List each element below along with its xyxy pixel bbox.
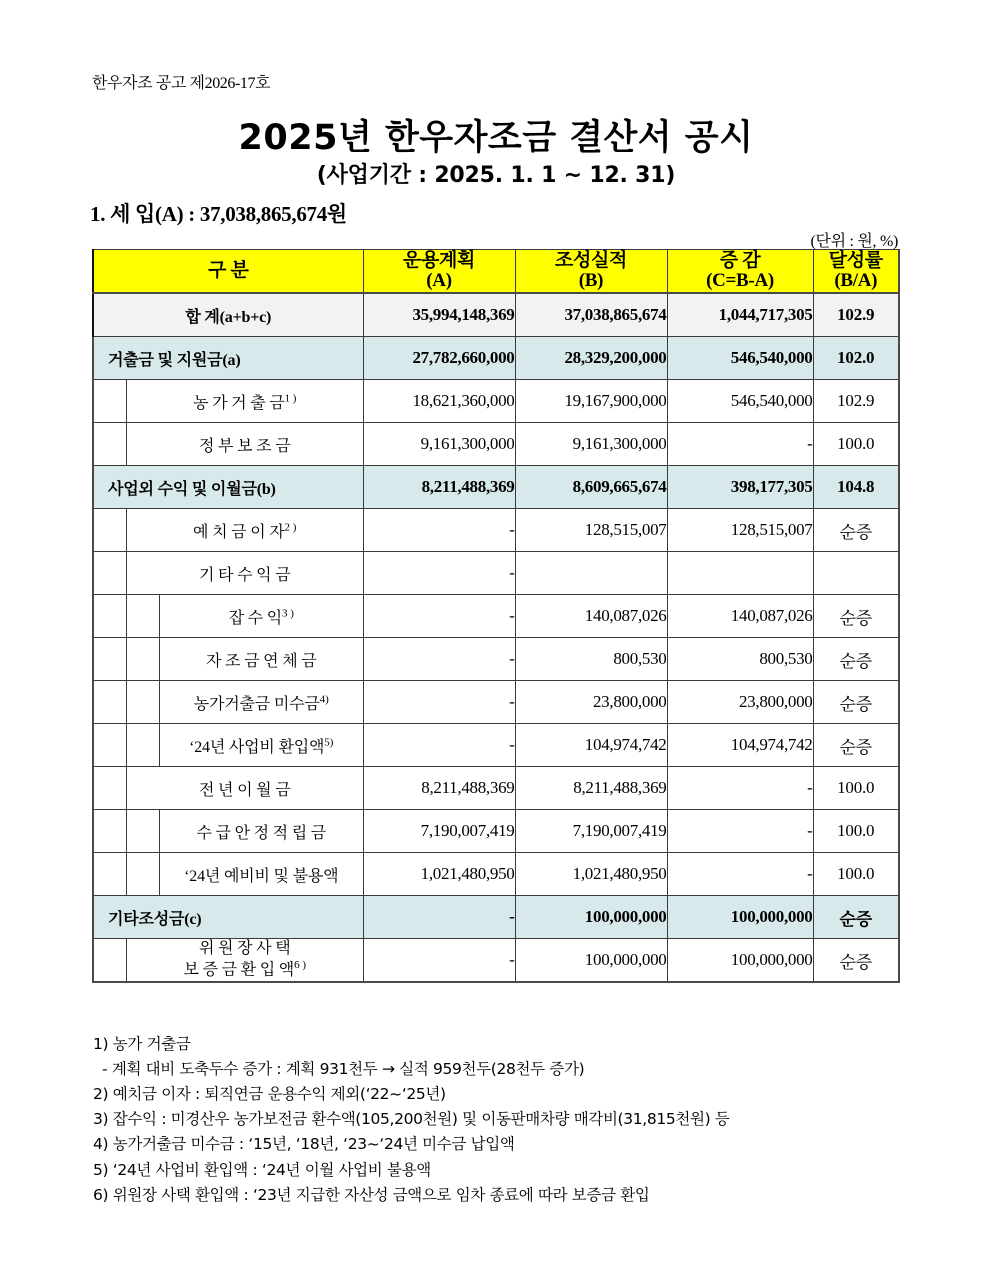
row-label-text: 농 가 거 출 금$^{1 )}$	[193, 392, 297, 412]
table-row	[93, 939, 899, 983]
cell-rate: 104.8	[813, 466, 899, 509]
indent-spacer	[94, 595, 127, 637]
row-label-cell	[93, 724, 363, 767]
cell-rate: 순증	[813, 939, 899, 983]
row-label	[127, 939, 363, 981]
footnote-item: - 계획 대비 도축두수 증가 : 계획 931천두 → 실적 959천두(28천두 증가)	[102, 1060, 585, 1079]
column-header-actual	[515, 250, 667, 294]
cell-rate: 100.0	[813, 810, 899, 853]
row-label-line1: 위 원 장 사 택	[199, 940, 291, 958]
indent-spacer	[94, 767, 127, 809]
cell-rate: 102.9	[813, 293, 899, 337]
cell-plan: -	[363, 896, 515, 939]
table-row	[93, 552, 899, 595]
column-header-change	[667, 250, 813, 294]
row-label	[160, 681, 363, 723]
row-label	[94, 294, 363, 336]
cell-change: -	[667, 423, 813, 466]
row-label-text: 수 급 안 정 적 립 금	[196, 824, 327, 842]
table-row	[93, 293, 899, 337]
row-label	[127, 423, 363, 465]
cell-rate: 순증	[813, 509, 899, 552]
footnote-item: 6) 위원장 사택 환입액 : ‘23년 지급한 자산성 금액으로 임차 종료에 따라 보증금 환입	[93, 1185, 650, 1204]
row-label-cell	[93, 810, 363, 853]
cell-plan: 1,021,480,950	[363, 853, 515, 896]
cell-actual	[515, 552, 667, 595]
row-label	[94, 896, 363, 938]
footnote-marker: 4)	[319, 693, 329, 706]
footnote-item: 4) 농가거출금 미수금 : ‘15년, ‘18년, ‘23~‘24년 미수금 납입액	[93, 1135, 515, 1154]
row-label-cell	[93, 638, 363, 681]
page-title: 2025년 한우자조금 결산서 공시	[238, 118, 754, 158]
table-row	[93, 767, 899, 810]
table-row	[93, 853, 899, 896]
cell-actual: 1,021,480,950	[515, 853, 667, 896]
cell-change: 23,800,000	[667, 681, 813, 724]
cell-rate: 순증	[813, 724, 899, 767]
table-row	[93, 466, 899, 509]
row-label-text: 합 계(a+b+c)	[185, 308, 272, 326]
row-label-cell	[93, 767, 363, 810]
cell-rate: 순증	[813, 896, 899, 939]
row-label	[94, 466, 363, 508]
indent-spacer	[127, 595, 160, 637]
row-label	[160, 724, 363, 766]
cell-plan: 27,782,660,000	[363, 337, 515, 380]
indent-spacer	[94, 423, 127, 465]
cell-rate: 순증	[813, 595, 899, 638]
row-label	[94, 337, 363, 379]
cell-rate: 순증	[813, 638, 899, 681]
cell-actual: 100,000,000	[515, 896, 667, 939]
row-label-cell	[93, 853, 363, 896]
footnote-item: 2) 예치금 이자 : 퇴직연금 운용수익 제외(‘22~‘25년)	[93, 1085, 446, 1104]
indent-spacer	[94, 509, 127, 551]
header-label-rate-line2: (B/A)	[834, 270, 878, 291]
cell-rate: 100.0	[813, 853, 899, 896]
indent-spacer	[94, 810, 127, 852]
cell-change: -	[667, 767, 813, 810]
row-label-line2: 보 증 금 환 입 액$^{6 )}$	[183, 959, 306, 979]
header-label-rate-line1: 달성률	[828, 250, 883, 272]
table-header-row	[93, 250, 899, 294]
row-label-cell	[93, 423, 363, 466]
cell-actual: 100,000,000	[515, 939, 667, 983]
cell-rate: 102.0	[813, 337, 899, 380]
cell-plan: -	[363, 724, 515, 767]
cell-actual: 8,211,488,369	[515, 767, 667, 810]
row-label-cell	[93, 595, 363, 638]
row-label-text: 자 조 금 연 체 금	[205, 652, 317, 670]
cell-plan: 9,161,300,000	[363, 423, 515, 466]
row-label	[160, 853, 363, 895]
row-label	[127, 509, 363, 551]
row-label-cell	[93, 293, 363, 337]
row-label-cell	[93, 681, 363, 724]
cell-plan: 7,190,007,419	[363, 810, 515, 853]
cell-change: 546,540,000	[667, 380, 813, 423]
header-label-change-line1: 증 감	[719, 250, 761, 272]
row-label-cell	[93, 380, 363, 423]
revenue-table-wrapper	[92, 249, 898, 983]
cell-rate: 순증	[813, 681, 899, 724]
table-row	[93, 724, 899, 767]
section-heading: 1. 세 입(A) : 37,038,865,674원	[90, 202, 347, 226]
header-label-plan-line2: (A)	[426, 270, 452, 291]
table-row	[93, 638, 899, 681]
cell-actual: 128,515,007	[515, 509, 667, 552]
cell-plan: -	[363, 681, 515, 724]
cell-actual: 9,161,300,000	[515, 423, 667, 466]
cell-actual: 28,329,200,000	[515, 337, 667, 380]
column-header-category	[93, 250, 363, 294]
row-label	[160, 810, 363, 852]
footnote-list	[93, 1032, 923, 1208]
cell-change: -	[667, 810, 813, 853]
row-label-cell	[93, 552, 363, 595]
row-label-text: 사업외 수익 및 이월금(b)	[108, 480, 276, 498]
header-label-actual-line2: (B)	[578, 270, 604, 291]
cell-change: 100,000,000	[667, 896, 813, 939]
indent-spacer	[94, 552, 127, 594]
table-row	[93, 380, 899, 423]
indent-spacer	[127, 681, 160, 723]
cell-change: 100,000,000	[667, 939, 813, 983]
cell-change: 1,044,717,305	[667, 293, 813, 337]
cell-actual: 8,609,665,674	[515, 466, 667, 509]
indent-spacer	[94, 724, 127, 766]
table-body	[93, 293, 899, 982]
cell-plan: 35,994,148,369	[363, 293, 515, 337]
cell-rate: 102.9	[813, 380, 899, 423]
table-row	[93, 810, 899, 853]
indent-spacer	[94, 380, 127, 422]
cell-plan: -	[363, 939, 515, 983]
footnote-marker: 1 )	[284, 392, 297, 405]
page-subtitle: (사업기간 : 2025. 1. 1 ~ 12. 31)	[316, 163, 676, 188]
footnote-item: 3) 잡수익 : 미경산우 농가보전금 환수액(105,200천원) 및 이동판매차량 매각비(31,815천원) 등	[93, 1110, 730, 1129]
indent-spacer	[127, 853, 160, 895]
row-label-text: 잡 수 익$^{3 )}$	[228, 607, 294, 627]
footnote-item: 5) ‘24년 사업비 환입액 : ‘24년 이월 사업비 불용액	[93, 1160, 431, 1179]
row-label-text: 기타조성금(c)	[108, 910, 202, 928]
cell-actual: 140,087,026	[515, 595, 667, 638]
row-label	[160, 638, 363, 680]
cell-change	[667, 552, 813, 595]
indent-spacer	[94, 638, 127, 680]
table-row	[93, 423, 899, 466]
row-label-text: 정 부 보 조 금	[199, 437, 291, 455]
cell-change: 128,515,007	[667, 509, 813, 552]
cell-actual: 23,800,000	[515, 681, 667, 724]
cell-plan: 8,211,488,369	[363, 466, 515, 509]
unit-note: (단위 : 원, %)	[810, 233, 898, 250]
cell-plan: 8,211,488,369	[363, 767, 515, 810]
row-label-cell	[93, 939, 363, 983]
header-label-plan-line1: 운용계획	[402, 250, 476, 272]
footnote-marker: 2 )	[284, 521, 297, 534]
cell-plan: 18,621,360,000	[363, 380, 515, 423]
cell-actual: 800,530	[515, 638, 667, 681]
footnote-item: 1) 농가 거출금	[93, 1035, 191, 1053]
cell-plan: -	[363, 595, 515, 638]
footnote-marker: 3 )	[281, 607, 294, 620]
row-label-text: ‘24년 사업비 환입액$^{5)}$	[189, 736, 334, 756]
row-label-text: 전 년 이 월 금	[199, 781, 291, 799]
row-label-cell	[93, 509, 363, 552]
row-label-text: 기 타 수 익 금	[199, 566, 291, 584]
cell-plan: -	[363, 552, 515, 595]
footnote-marker: 5)	[324, 736, 334, 749]
header-label-change-line2: (C=B-A)	[706, 270, 774, 291]
cell-actual: 7,190,007,419	[515, 810, 667, 853]
row-label-cell	[93, 466, 363, 509]
row-label-text: 농가거출금 미수금$^{4)}$	[193, 693, 329, 713]
table-row	[93, 896, 899, 939]
cell-rate: 100.0	[813, 767, 899, 810]
cell-change: 800,530	[667, 638, 813, 681]
row-label	[127, 552, 363, 594]
cell-actual: 19,167,900,000	[515, 380, 667, 423]
cell-plan: -	[363, 509, 515, 552]
cell-change: 546,540,000	[667, 337, 813, 380]
cell-change: -	[667, 853, 813, 896]
column-header-rate	[813, 250, 899, 294]
row-label-text: 예 치 금 이 자$^{2 )}$	[193, 521, 297, 541]
indent-spacer	[94, 939, 127, 981]
column-header-plan	[363, 250, 515, 294]
row-label-text: 거출금 및 지원금(a)	[108, 351, 241, 369]
cell-rate: 100.0	[813, 423, 899, 466]
table-row	[93, 681, 899, 724]
cell-change: 104,974,742	[667, 724, 813, 767]
indent-spacer	[127, 724, 160, 766]
indent-spacer	[94, 681, 127, 723]
revenue-table	[92, 249, 900, 983]
row-label-cell	[93, 896, 363, 939]
row-label	[127, 767, 363, 809]
table-row	[93, 509, 899, 552]
row-label-cell	[93, 337, 363, 380]
row-label-text: ‘24년 예비비 및 불용액	[184, 867, 339, 885]
cell-actual: 104,974,742	[515, 724, 667, 767]
indent-spacer	[94, 853, 127, 895]
notice-number: 한우자조 공고 제2026-17호	[92, 75, 271, 92]
cell-change: 140,087,026	[667, 595, 813, 638]
cell-rate	[813, 552, 899, 595]
table-row	[93, 595, 899, 638]
header-label-actual-line1: 조성실적	[554, 250, 628, 272]
cell-actual: 37,038,865,674	[515, 293, 667, 337]
footnote-marker: 6 )	[294, 959, 306, 972]
cell-plan: -	[363, 638, 515, 681]
cell-change: 398,177,305	[667, 466, 813, 509]
table-row	[93, 337, 899, 380]
header-label-category: 구 분	[207, 260, 249, 282]
indent-spacer	[127, 810, 160, 852]
row-label	[160, 595, 363, 637]
indent-spacer	[127, 638, 160, 680]
row-label	[127, 380, 363, 422]
